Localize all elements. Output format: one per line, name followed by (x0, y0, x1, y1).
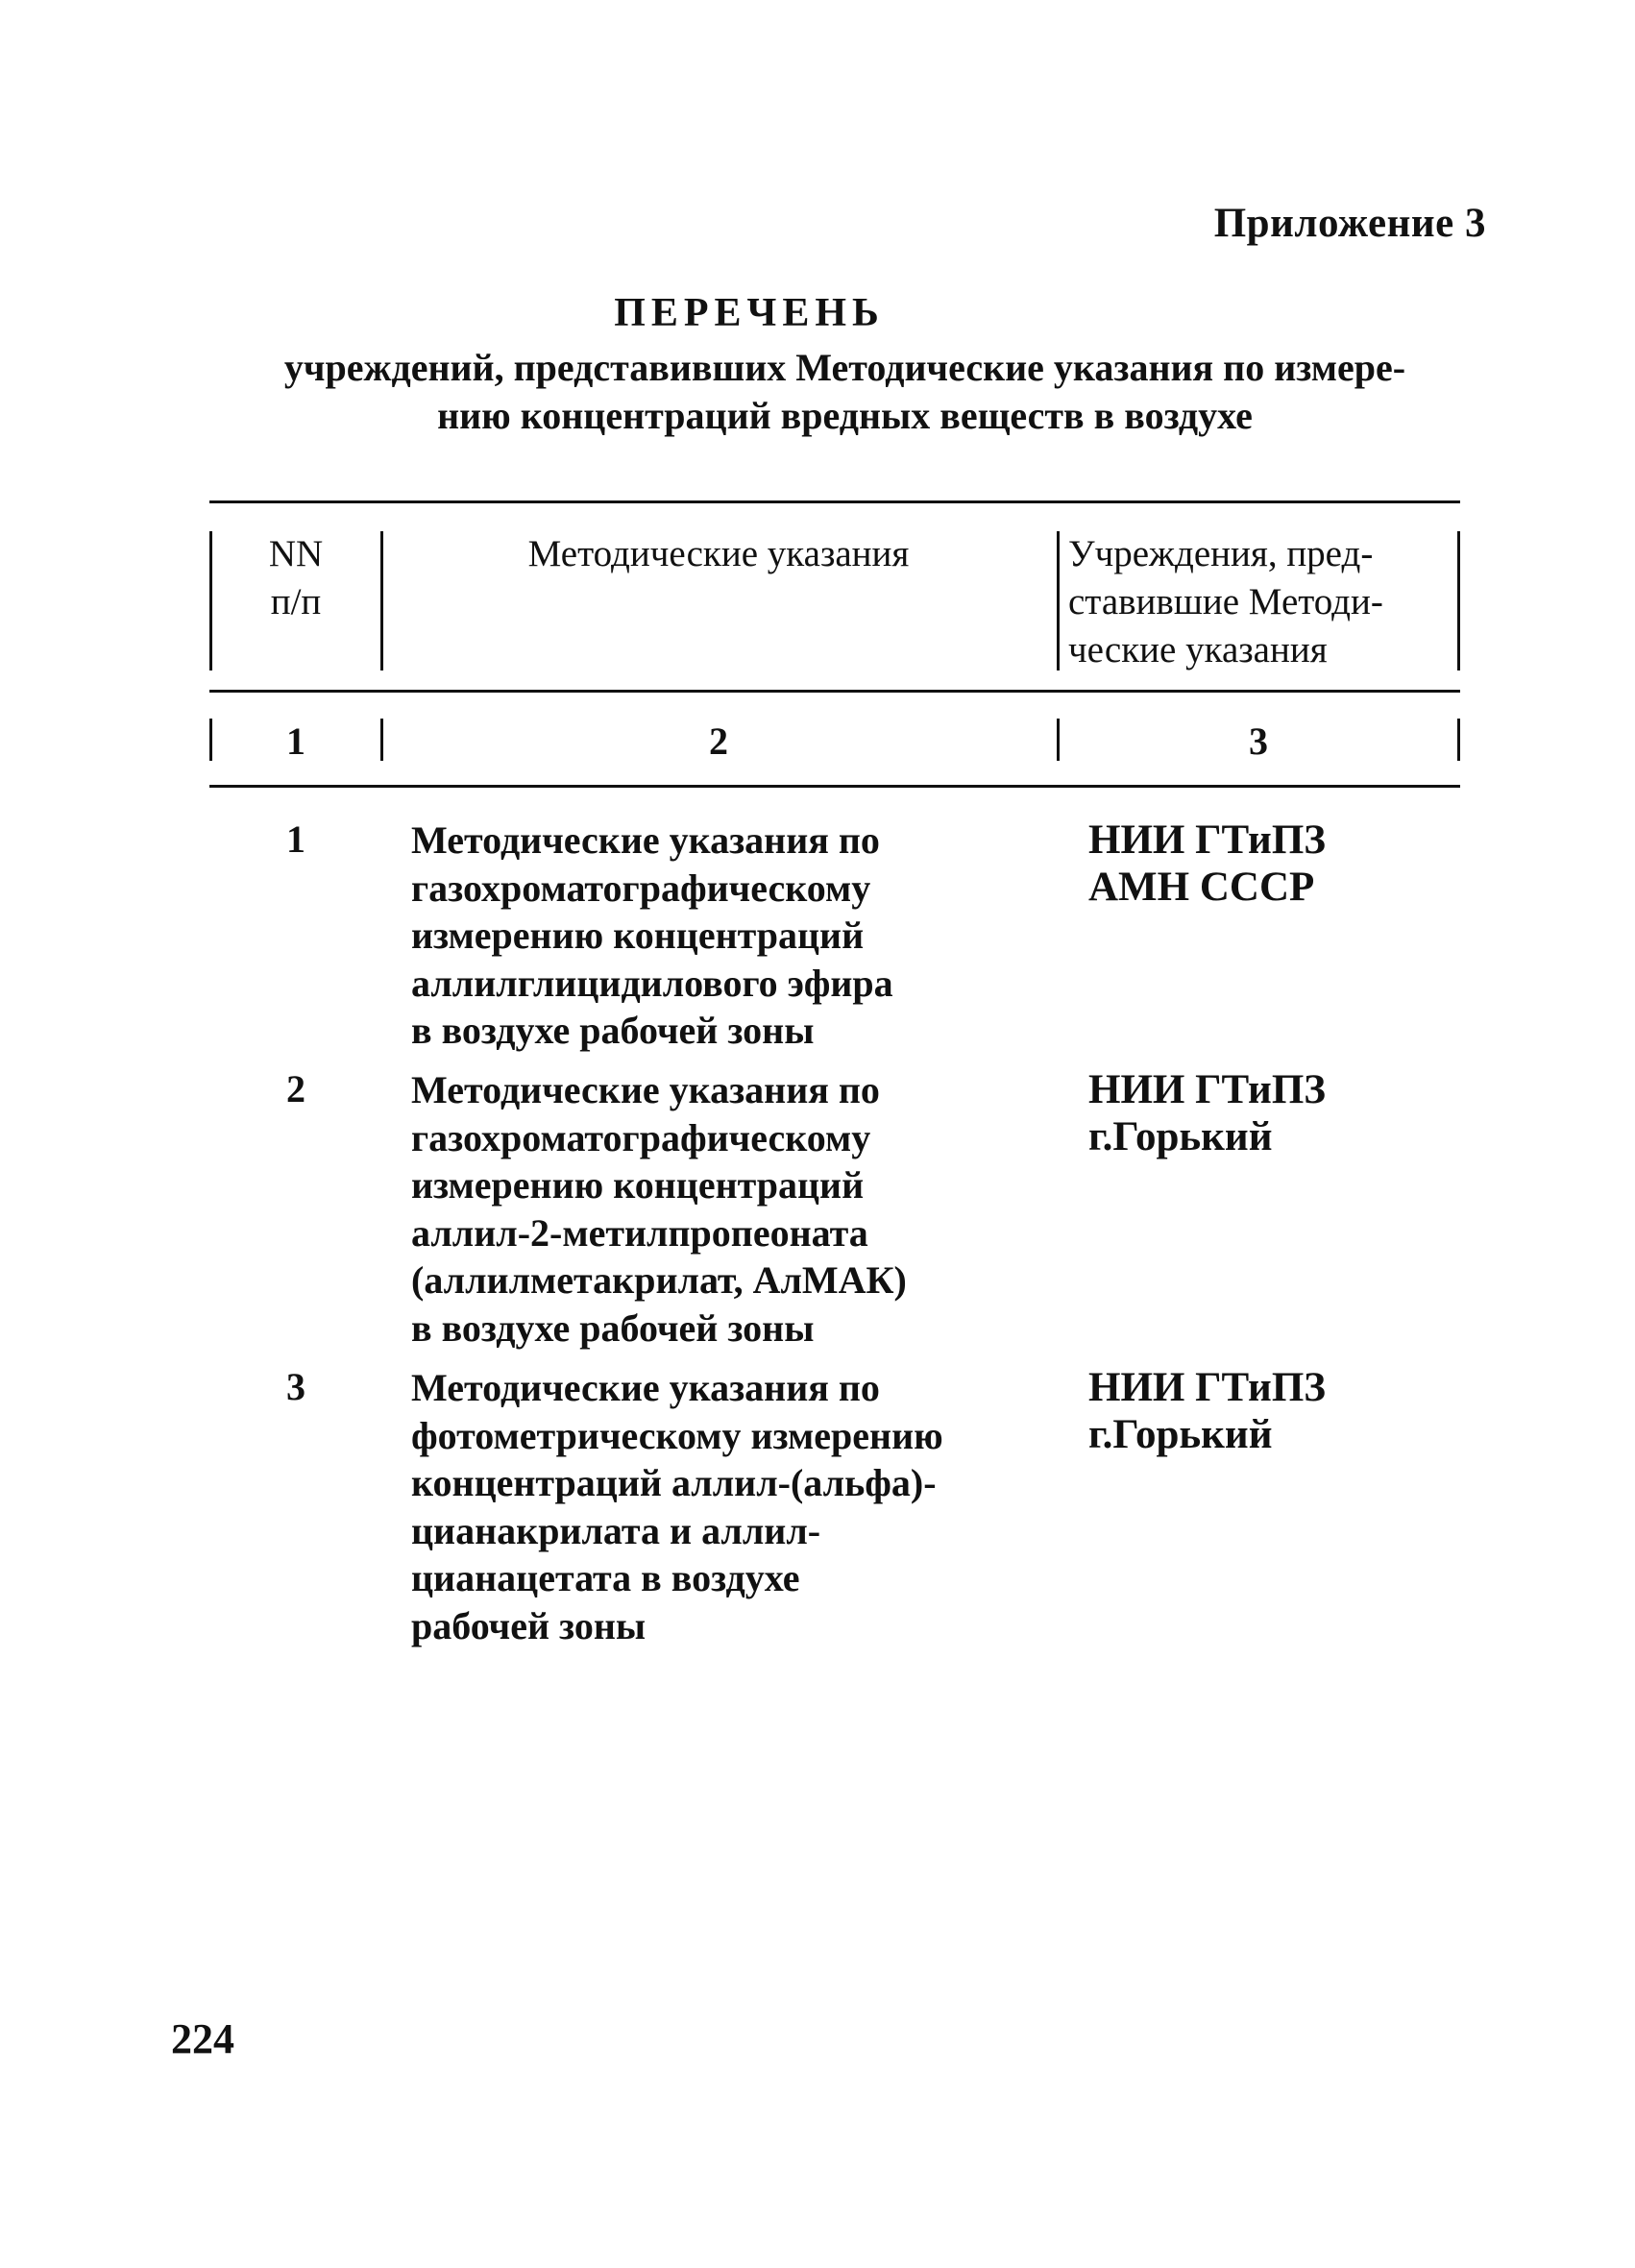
text-line: рабочей зоны (411, 1603, 647, 1647)
table-header-rule (209, 690, 1460, 693)
institution-line: г.Горький (1088, 1114, 1273, 1159)
row-institution (1088, 1364, 1473, 1458)
header-col-institutions (1068, 530, 1462, 674)
text-line: аллилглицидилового эфира (411, 961, 893, 1005)
text-line: Методические указания по (411, 818, 880, 862)
row-number: 2 (286, 1067, 305, 1110)
text-line: цианакрилата и аллил- (411, 1508, 821, 1552)
text-line: цианацетата в воздухе (411, 1556, 800, 1599)
header-text: ставившие Методи- (1068, 581, 1383, 622)
institution-line: НИИ ГТиПЗ (1088, 1067, 1326, 1112)
row-number: 3 (286, 1365, 305, 1408)
institution-line: НИИ ГТиПЗ (1088, 817, 1326, 863)
column-number: 1 (286, 719, 305, 763)
header-text: Учреждения, пред- (1068, 533, 1374, 574)
column-number: 3 (1249, 719, 1268, 763)
text-line: газохроматографическому (411, 1115, 871, 1159)
row-institution (1088, 817, 1473, 911)
text-line: концентраций аллил-(альфа)- (411, 1461, 937, 1504)
header-divider (1057, 531, 1060, 671)
institution-line: АМН СССР (1088, 865, 1315, 910)
text-line: (аллилметакрилат, АлМАК) (411, 1258, 907, 1302)
row-guideline-text (411, 1364, 1036, 1649)
header-text: ческие указания (1068, 629, 1328, 671)
row-guideline-text (411, 1066, 1036, 1352)
header-col-number (209, 530, 382, 626)
table-numbers-rule (209, 785, 1460, 788)
document-title: ПЕРЕЧЕНЬ (614, 291, 885, 335)
text-line: аллил-2-метилпропеоната (411, 1210, 868, 1255)
header-text: NN (268, 533, 324, 574)
column-number: 2 (709, 719, 728, 763)
text-line: в воздухе рабочей зоны (411, 1305, 815, 1350)
institution-line: НИИ ГТиПЗ (1088, 1365, 1326, 1410)
row-guideline-text (411, 817, 1036, 1055)
text-line: измерению концентраций (411, 914, 865, 957)
text-line: фотометрическому измерению (411, 1413, 943, 1457)
text-line: Методические указания по (411, 1068, 880, 1111)
subtitle-line: учреждений, представивших Методические указания по измере- (283, 346, 1406, 389)
table-top-rule (209, 500, 1460, 503)
text-line: измерению концентраций (411, 1163, 865, 1207)
appendix-label: Приложение 3 (1213, 201, 1486, 246)
header-col-guidelines (382, 530, 1055, 578)
text-line: Методические указания по (411, 1366, 880, 1409)
row-number: 1 (286, 817, 305, 861)
header-text: п/п (270, 581, 322, 622)
subtitle-line: нию концентраций вредных веществ в воздухе (437, 394, 1253, 437)
document-subtitle (204, 344, 1486, 440)
page-number: 224 (171, 2015, 234, 2062)
row-institution (1088, 1066, 1473, 1160)
text-line: в воздухе рабочей зоны (411, 1009, 815, 1052)
header-text: Методические указания (527, 533, 910, 574)
text-line: газохроматографическому (411, 866, 871, 910)
institution-line: г.Горький (1088, 1412, 1273, 1457)
